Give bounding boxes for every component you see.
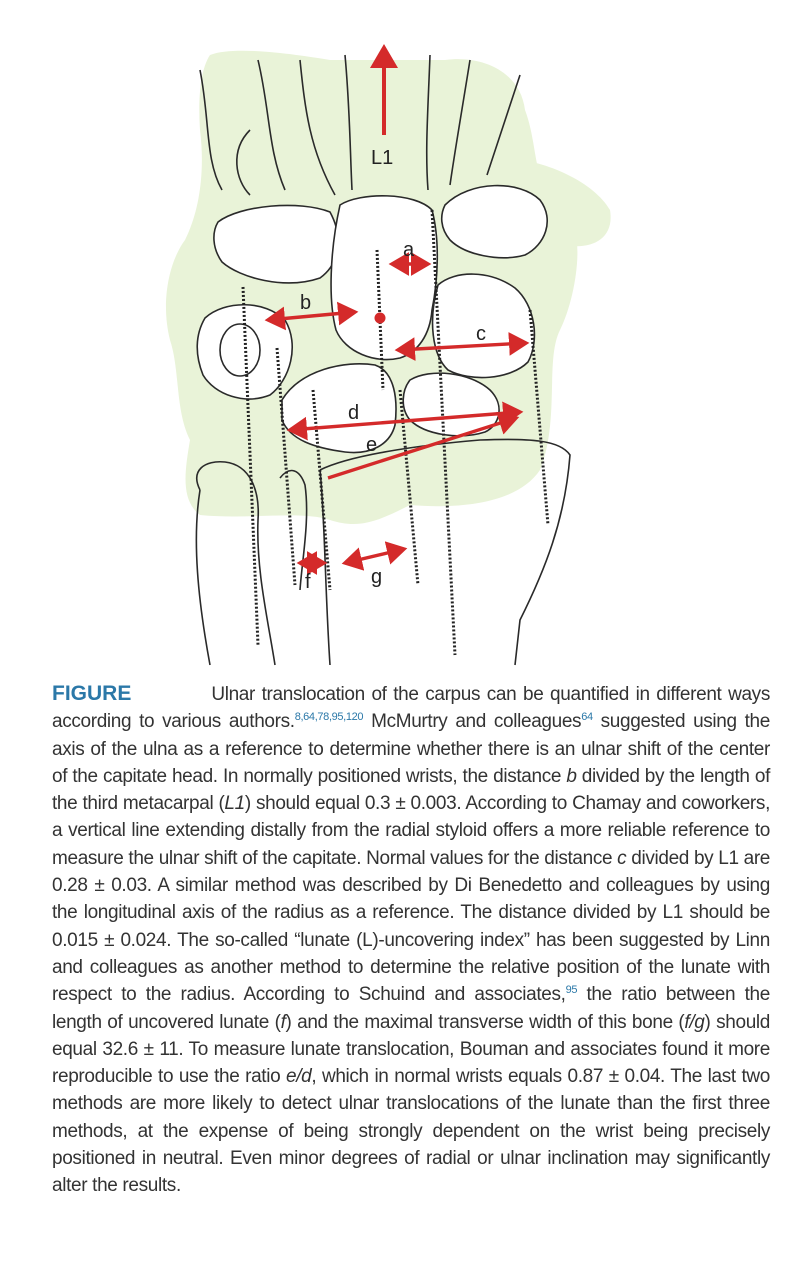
caption-text-8: ) and the maximal transverse width of this bone (	[285, 1011, 685, 1033]
var-c: c	[617, 847, 627, 869]
citation-ref-2: 64	[581, 711, 593, 724]
caption-text-9: ) should equal 32.6 ± 11. To measure lunate translocation, Bouman and associates found it more reproducible to use the ratio	[52, 1011, 770, 1088]
var-f: f	[280, 1011, 286, 1033]
caption-text-6: divided by L1 are 0.28 ± 0.03. A similar method was described by Di Benedetto and colleagues by using the longitudinal axis of the radius as a reference. The distance divided by L1 should be 0.015 ± 0.024. The so-called “lunate (L)-uncovering index” has been suggested by Linn and colleagues as another method to determine the relative position of the lunate with respect to the radius. According to Schuind and associates,	[52, 847, 771, 1006]
caption-text-4: divided by the length of the third metacarpal (	[52, 765, 770, 815]
capitate-center-dot	[375, 313, 386, 324]
label-c: c	[476, 323, 486, 345]
capitate-bone	[331, 196, 437, 360]
var-b: b	[566, 765, 577, 787]
label-a: a	[403, 239, 415, 261]
label-b: b	[300, 292, 312, 314]
caption-text-2: McMurtry and colleagues	[363, 711, 582, 733]
var-ed: e/d	[285, 1066, 312, 1088]
caption-text-3: suggested using the axis of the ulna as a reference to determine whether there is an ulnar shift of the center of the capitate head. In normally positioned wrists, the distance	[52, 711, 770, 787]
label-d: d	[348, 402, 360, 424]
label-l1: L1	[371, 147, 394, 169]
citation-ref-3: 95	[565, 984, 578, 997]
var-fg: f/g	[684, 1011, 705, 1033]
label-e: e	[366, 434, 378, 456]
var-l1: L1	[224, 793, 245, 815]
caption-heading: FIGURE	[52, 682, 132, 705]
citation-ref-1: 8,64,78,95,120	[294, 711, 364, 724]
caption-text-1: Ulnar translocation of the carpus can be quantified in different ways according to various authors.	[52, 684, 770, 733]
figure-caption	[52, 680, 770, 1200]
caption-text-10: , which in normal wrists equals 0.87 ± 0.04. The last two methods are more likely to detect ulnar translocations of the lunate than the first three methods, at the expense of being strongly dependent on the wrist being precisely positioned in neutral. Even minor degrees of radial or ulnar inclination may significantly alter the results.	[52, 1066, 770, 1197]
trapezoid-bone	[442, 186, 548, 258]
arrow-g	[345, 549, 404, 563]
label-f: f	[305, 571, 311, 593]
caption-text-5: ) should equal 0.3 ± 0.003. According to Chamay and coworkers, a vertical line extending distally from the radial styloid offers a more reliable reference to measure the ulnar shift of the capitate. Normal values for the distance	[52, 793, 770, 869]
label-g: g	[371, 566, 383, 588]
caption-text-7: the ratio between the length of uncovered lunate (	[52, 984, 770, 1033]
